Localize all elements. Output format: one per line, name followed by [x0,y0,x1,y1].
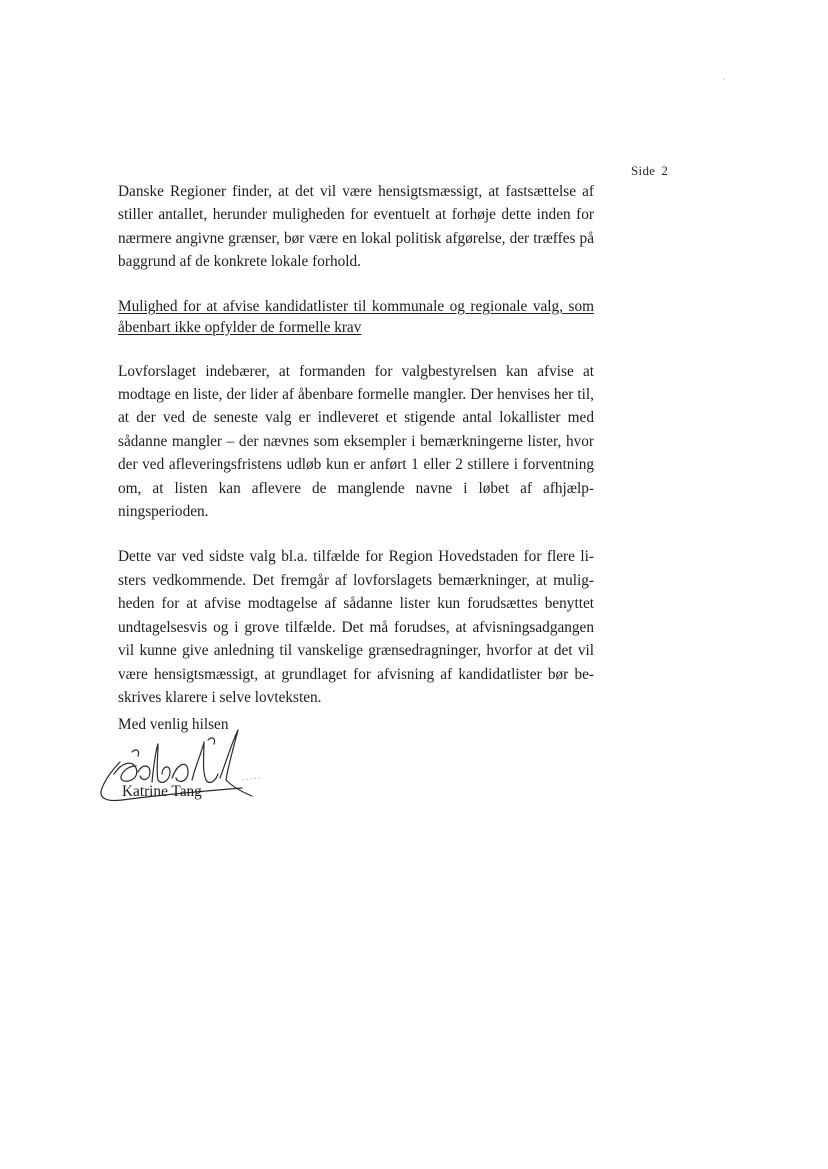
page-label: Side [631,163,656,178]
scan-speck [723,78,725,80]
paragraph-stiller-antal: Danske Regioner finder, at det vil være hensigtsmæssigt, at fastsættelse af stiller antallet, herunder muligheden for eventuelt at forhøje dette inden for nærmere angivne grænser, bør være en lokal politisk afgørelse, der træffes på baggrund af de konkrete lokale forhold. [118,183,594,271]
letter-body [118,180,594,731]
paragraph-region-hovedstaden: Dette var ved sidste valg bl.a. tilfælde for Region Hovedstaden for flere listers vedkommende. Det fremgår af lovforslagets bemærkninger, at muligheden for at afvise modtagelse af sådanne lister kun forudsættes benyttet undtagelsesvis og i grove tilfælde. Det må forudses, at afvisningsadgangen vil kunne give anledning til vanskelige grænsedragninger, hvorfor at det vil være hensigtsmæssigt, at grundlaget for afvisning af kandidatlister bør beskrives klarere i selve lovteksten. [118,548,594,706]
signer-name: Katrine Tang [122,783,202,800]
closing-greeting: Med venlig hilsen [118,716,229,733]
section-heading: Mulighed for at afvise kandidatlister til kommunale og regionale valg, som åbenbart ikke opfylder de formelle krav [118,297,594,336]
page-number [631,163,668,179]
paragraph-lovforslag: Lovforslaget indebærer, at formanden for valgbestyrelsen kan afvise at modtage en liste, der lider af åbenbare formelle mangler. Der henvises her til, at der ved de seneste valg er indleveret et stigende antal lokallister med sådanne mangler – der nævnes som eksempler i bemærkningerne lister, hvor der ved afleveringsfristens udløb kun er anført 1 eller 2 stillere i forventning om, at listen kan aflevere de manglende navne i løbet af afhjælpningsperioden. [118,362,594,521]
page-number-value: 2 [661,163,669,178]
